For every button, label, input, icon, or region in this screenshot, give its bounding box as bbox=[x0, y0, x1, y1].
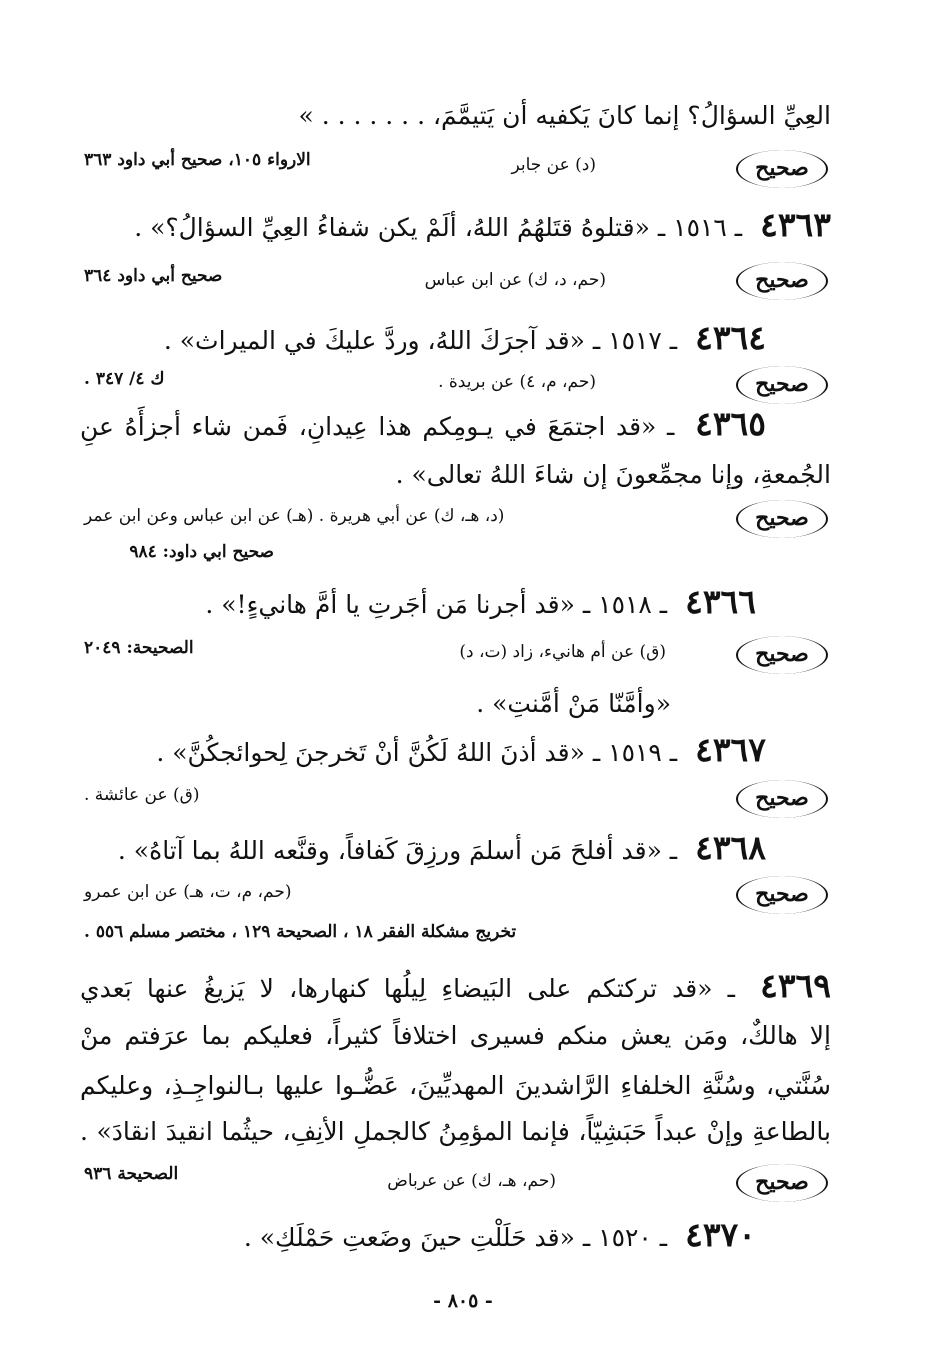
reference-note: صحيح ابي داود: ٩٨٤ bbox=[129, 542, 274, 562]
source-attribution: (حم، هـ، ك) عن عرباض bbox=[387, 1171, 556, 1191]
grade-badge: صحيح bbox=[736, 366, 828, 404]
hadith-text: بالطاعةِ وإنْ عبداً حَبَشِيّاً، فإنما المؤمِنُ كالجملِ الأنِفِ، حيثُما انقيدَ انقادَ» . bbox=[80, 1117, 831, 1146]
grade-badge: صحيح bbox=[736, 1164, 828, 1202]
hadith-4366-addition bbox=[476, 684, 671, 724]
hadith-text: ـ «قد تركتكم على البَيضاءِ لِيلُها كنهارها، لا يَزيغُ عنها بَعدي bbox=[80, 974, 735, 1003]
reference-note: صحيح أبي داود ٣٦٤ bbox=[84, 266, 223, 286]
hadith-4370 bbox=[244, 1215, 756, 1258]
hadith-4365 bbox=[80, 404, 766, 447]
continuation-line bbox=[298, 96, 831, 136]
reference-note: ك ٤/ ٣٤٧ . bbox=[84, 369, 165, 389]
source-attribution: (ق) عن عائشة . bbox=[84, 785, 200, 805]
grade-badge: صحيح bbox=[736, 876, 828, 914]
hadith-text: ـ ١٥١٩ ـ «قد أذنَ اللهُ لَكُنَّ أنْ تَخرجنَ لِحوائجكُنَّ» . bbox=[156, 738, 678, 767]
hadith-4369-line4 bbox=[80, 1112, 831, 1152]
source-attribution: (حم، م، ٤) عن بريدة . bbox=[438, 372, 596, 392]
grade-badge: صحيح bbox=[736, 780, 828, 818]
grade-badge: صحيح bbox=[736, 636, 828, 674]
hadith-text: ـ ١٥٢٠ ـ «قد حَلَلْتِ حينَ وضَعتِ حَمْلَكِ» . bbox=[243, 1223, 668, 1252]
hadith-4368 bbox=[118, 828, 766, 871]
hadith-text: الجُمعةِ، وإنا مجمِّعونَ إن شاءَ اللهُ تعالى» . bbox=[395, 460, 831, 489]
hadith-text: «وأمَّنّا مَنْ أمَّنتِ» . bbox=[476, 689, 671, 718]
hadith-4363 bbox=[134, 205, 831, 248]
hadith-number: ٤٣٦٩ bbox=[760, 966, 831, 1005]
hadith-text: ـ ١٥١٨ ـ «قد أجرنا مَن أجَرتِ يا أمَّ هانيءٍ!» . bbox=[205, 590, 668, 619]
reference-note: الارواء ١٠٥، صحيح أبي داود ٣٦٣ bbox=[84, 150, 311, 170]
reference-note: الصحيحة: ٢٠٤٩ bbox=[84, 638, 194, 658]
hadith-number: ٤٣٦٥ bbox=[695, 404, 766, 443]
hadith-text: ـ ١٥١٧ ـ «قد آجرَكَ اللهُ، وردَّ عليكَ في الميراث» . bbox=[163, 326, 678, 355]
source-attribution: (حم، م، ت، هـ) عن ابن عمرو bbox=[84, 882, 292, 902]
grade-badge: صحيح bbox=[736, 262, 828, 300]
hadith-number: ٤٣٧٠ bbox=[685, 1215, 756, 1254]
hadith-text: العِيِّ السؤالُ؟ إنما كانَ يَكفيه أن يَتيمَّمَ، . . . . . . . » bbox=[298, 101, 831, 130]
hadith-4367 bbox=[156, 730, 766, 773]
page-number: - ٨٠٥ - bbox=[433, 1290, 493, 1312]
reference-note: تخريج مشكلة الفقر ١٨ ، الصحيحة ١٢٩ ، مختصر مسلم ٥٥٦ . bbox=[84, 922, 517, 942]
hadith-text: إلا هالكٌ، ومَن يعش منكم فسيرى اختلافاً كثيراً، فعليكم بما عرَفتم منْ bbox=[80, 1021, 831, 1050]
hadith-text: ـ ١٥١٦ ـ «قتلوهُ قتَلهُمُ اللهُ، ألَمْ يكن شفاءُ العِيِّ السؤالُ؟» . bbox=[134, 213, 743, 242]
hadith-4364 bbox=[164, 318, 766, 361]
hadith-text: ـ «قد اجتمَعَ في يـومِكم هذا عِيدانِ، فَمن شاء أجزأَهُ عنِ bbox=[80, 412, 675, 441]
hadith-text: سُنَّتي، وسُنَّةِ الخلفاءِ الرَّاشدينَ المهديِّينَ، عَضُّـوا عليها بـالنواجِـذِ، وعليكم bbox=[80, 1071, 831, 1100]
hadith-4366 bbox=[205, 582, 756, 625]
source-attribution: (د، هـ، ك) عن أبي هريرة . (هـ) عن ابن عباس وعن ابن عمر bbox=[84, 506, 505, 526]
hadith-4369-line2 bbox=[80, 1016, 831, 1056]
source-attribution: (ق) عن أم هانيء، زاد (ت، د) bbox=[459, 642, 666, 662]
hadith-number: ٤٣٦٨ bbox=[695, 828, 766, 867]
hadith-4369-line3 bbox=[80, 1066, 831, 1106]
hadith-4365-continued bbox=[396, 455, 831, 495]
grade-badge: صحيح bbox=[736, 500, 828, 538]
source-attribution: (د) عن جابر bbox=[511, 155, 596, 175]
hadith-number: ٤٣٦٣ bbox=[760, 205, 831, 244]
hadith-number: ٤٣٦٤ bbox=[695, 318, 766, 357]
grade-badge: صحيح bbox=[736, 150, 828, 188]
hadith-number: ٤٣٦٧ bbox=[695, 730, 766, 769]
hadith-text: ـ «قد أفلحَ مَن أسلمَ ورزِقَ كَفافاً، وقنَّعه اللهُ بما آتاهُ» . bbox=[117, 836, 678, 865]
source-attribution: (حم، د، ك) عن ابن عباس bbox=[424, 270, 606, 290]
reference-note: الصحيحة ٩٣٦ bbox=[84, 1164, 179, 1184]
hadith-4369 bbox=[80, 966, 831, 1009]
hadith-number: ٤٣٦٦ bbox=[685, 582, 756, 621]
